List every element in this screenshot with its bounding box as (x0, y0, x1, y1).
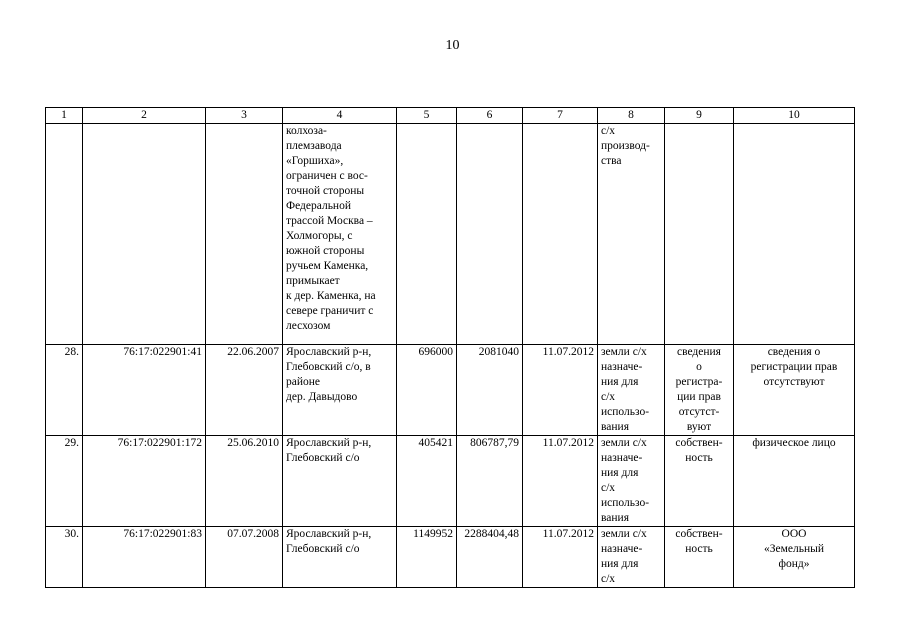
table-cell (734, 124, 855, 345)
table-cell (523, 124, 598, 345)
table-row (46, 345, 855, 436)
header-row (46, 108, 855, 124)
registration-date-cell: 25.06.2010 (206, 436, 283, 527)
location-cell: Ярославский р-н, Глебовский с/о (283, 527, 397, 588)
header-cell: 5 (397, 108, 457, 124)
value-cell: 2288404,48 (457, 527, 523, 588)
header-cell: 10 (734, 108, 855, 124)
header-cell: 2 (83, 108, 206, 124)
table-cell (206, 124, 283, 345)
registration-date-cell: 22.06.2007 (206, 345, 283, 436)
category-cell: земли с/х назначе- ния для с/х использо- вания (598, 436, 665, 527)
row-number-cell: 28. (46, 345, 83, 436)
location-cell: колхоза- племзавода «Горшиха», ограничен с вос- точной стороны Федеральной трассой Москва – Холмогоры, с южной стороны ручьем Каменка, примыкает к дер. Каменка, на севере граничит с лесхозом (283, 124, 397, 345)
right-holder-cell: физическое лицо (734, 436, 855, 527)
land-plots-table (45, 107, 855, 588)
right-type-cell: собствен- ность (665, 527, 734, 588)
category-cell: с/х производ- ства (598, 124, 665, 345)
header-cell: 8 (598, 108, 665, 124)
header-cell: 4 (283, 108, 397, 124)
table-cell (46, 124, 83, 345)
table-row (46, 527, 855, 588)
area-cell: 1149952 (397, 527, 457, 588)
area-cell: 696000 (397, 345, 457, 436)
date-cell: 11.07.2012 (523, 345, 598, 436)
category-cell: земли с/х назначе- ния для с/х использо- вания (598, 345, 665, 436)
table-cell (397, 124, 457, 345)
header-cell: 6 (457, 108, 523, 124)
date-cell: 11.07.2012 (523, 527, 598, 588)
location-cell: Ярославский р-н, Глебовский с/о, в районе дер. Давыдово (283, 345, 397, 436)
cadastral-number-cell: 76:17:022901:41 (83, 345, 206, 436)
registration-date-cell: 07.07.2008 (206, 527, 283, 588)
table-row-continuation (46, 124, 855, 345)
right-holder-cell: ООО «Земельный фонд» (734, 527, 855, 588)
right-holder-cell: сведения о регистрации прав отсутствуют (734, 345, 855, 436)
table-cell (457, 124, 523, 345)
header-cell: 9 (665, 108, 734, 124)
table-cell (665, 124, 734, 345)
row-number-cell: 30. (46, 527, 83, 588)
cadastral-number-cell: 76:17:022901:172 (83, 436, 206, 527)
header-cell: 1 (46, 108, 83, 124)
table-row (46, 436, 855, 527)
cadastral-number-cell: 76:17:022901:83 (83, 527, 206, 588)
value-cell: 806787,79 (457, 436, 523, 527)
right-type-cell: сведения о регистра- ции прав отсутст- вуют (665, 345, 734, 436)
right-type-cell: собствен- ность (665, 436, 734, 527)
value-cell: 2081040 (457, 345, 523, 436)
page-number: 10 (445, 38, 460, 53)
row-number-cell: 29. (46, 436, 83, 527)
table-cell (83, 124, 206, 345)
location-cell: Ярославский р-н, Глебовский с/о (283, 436, 397, 527)
header-cell: 7 (523, 108, 598, 124)
date-cell: 11.07.2012 (523, 436, 598, 527)
category-cell: земли с/х назначе- ния для с/х (598, 527, 665, 588)
area-cell: 405421 (397, 436, 457, 527)
header-cell: 3 (206, 108, 283, 124)
